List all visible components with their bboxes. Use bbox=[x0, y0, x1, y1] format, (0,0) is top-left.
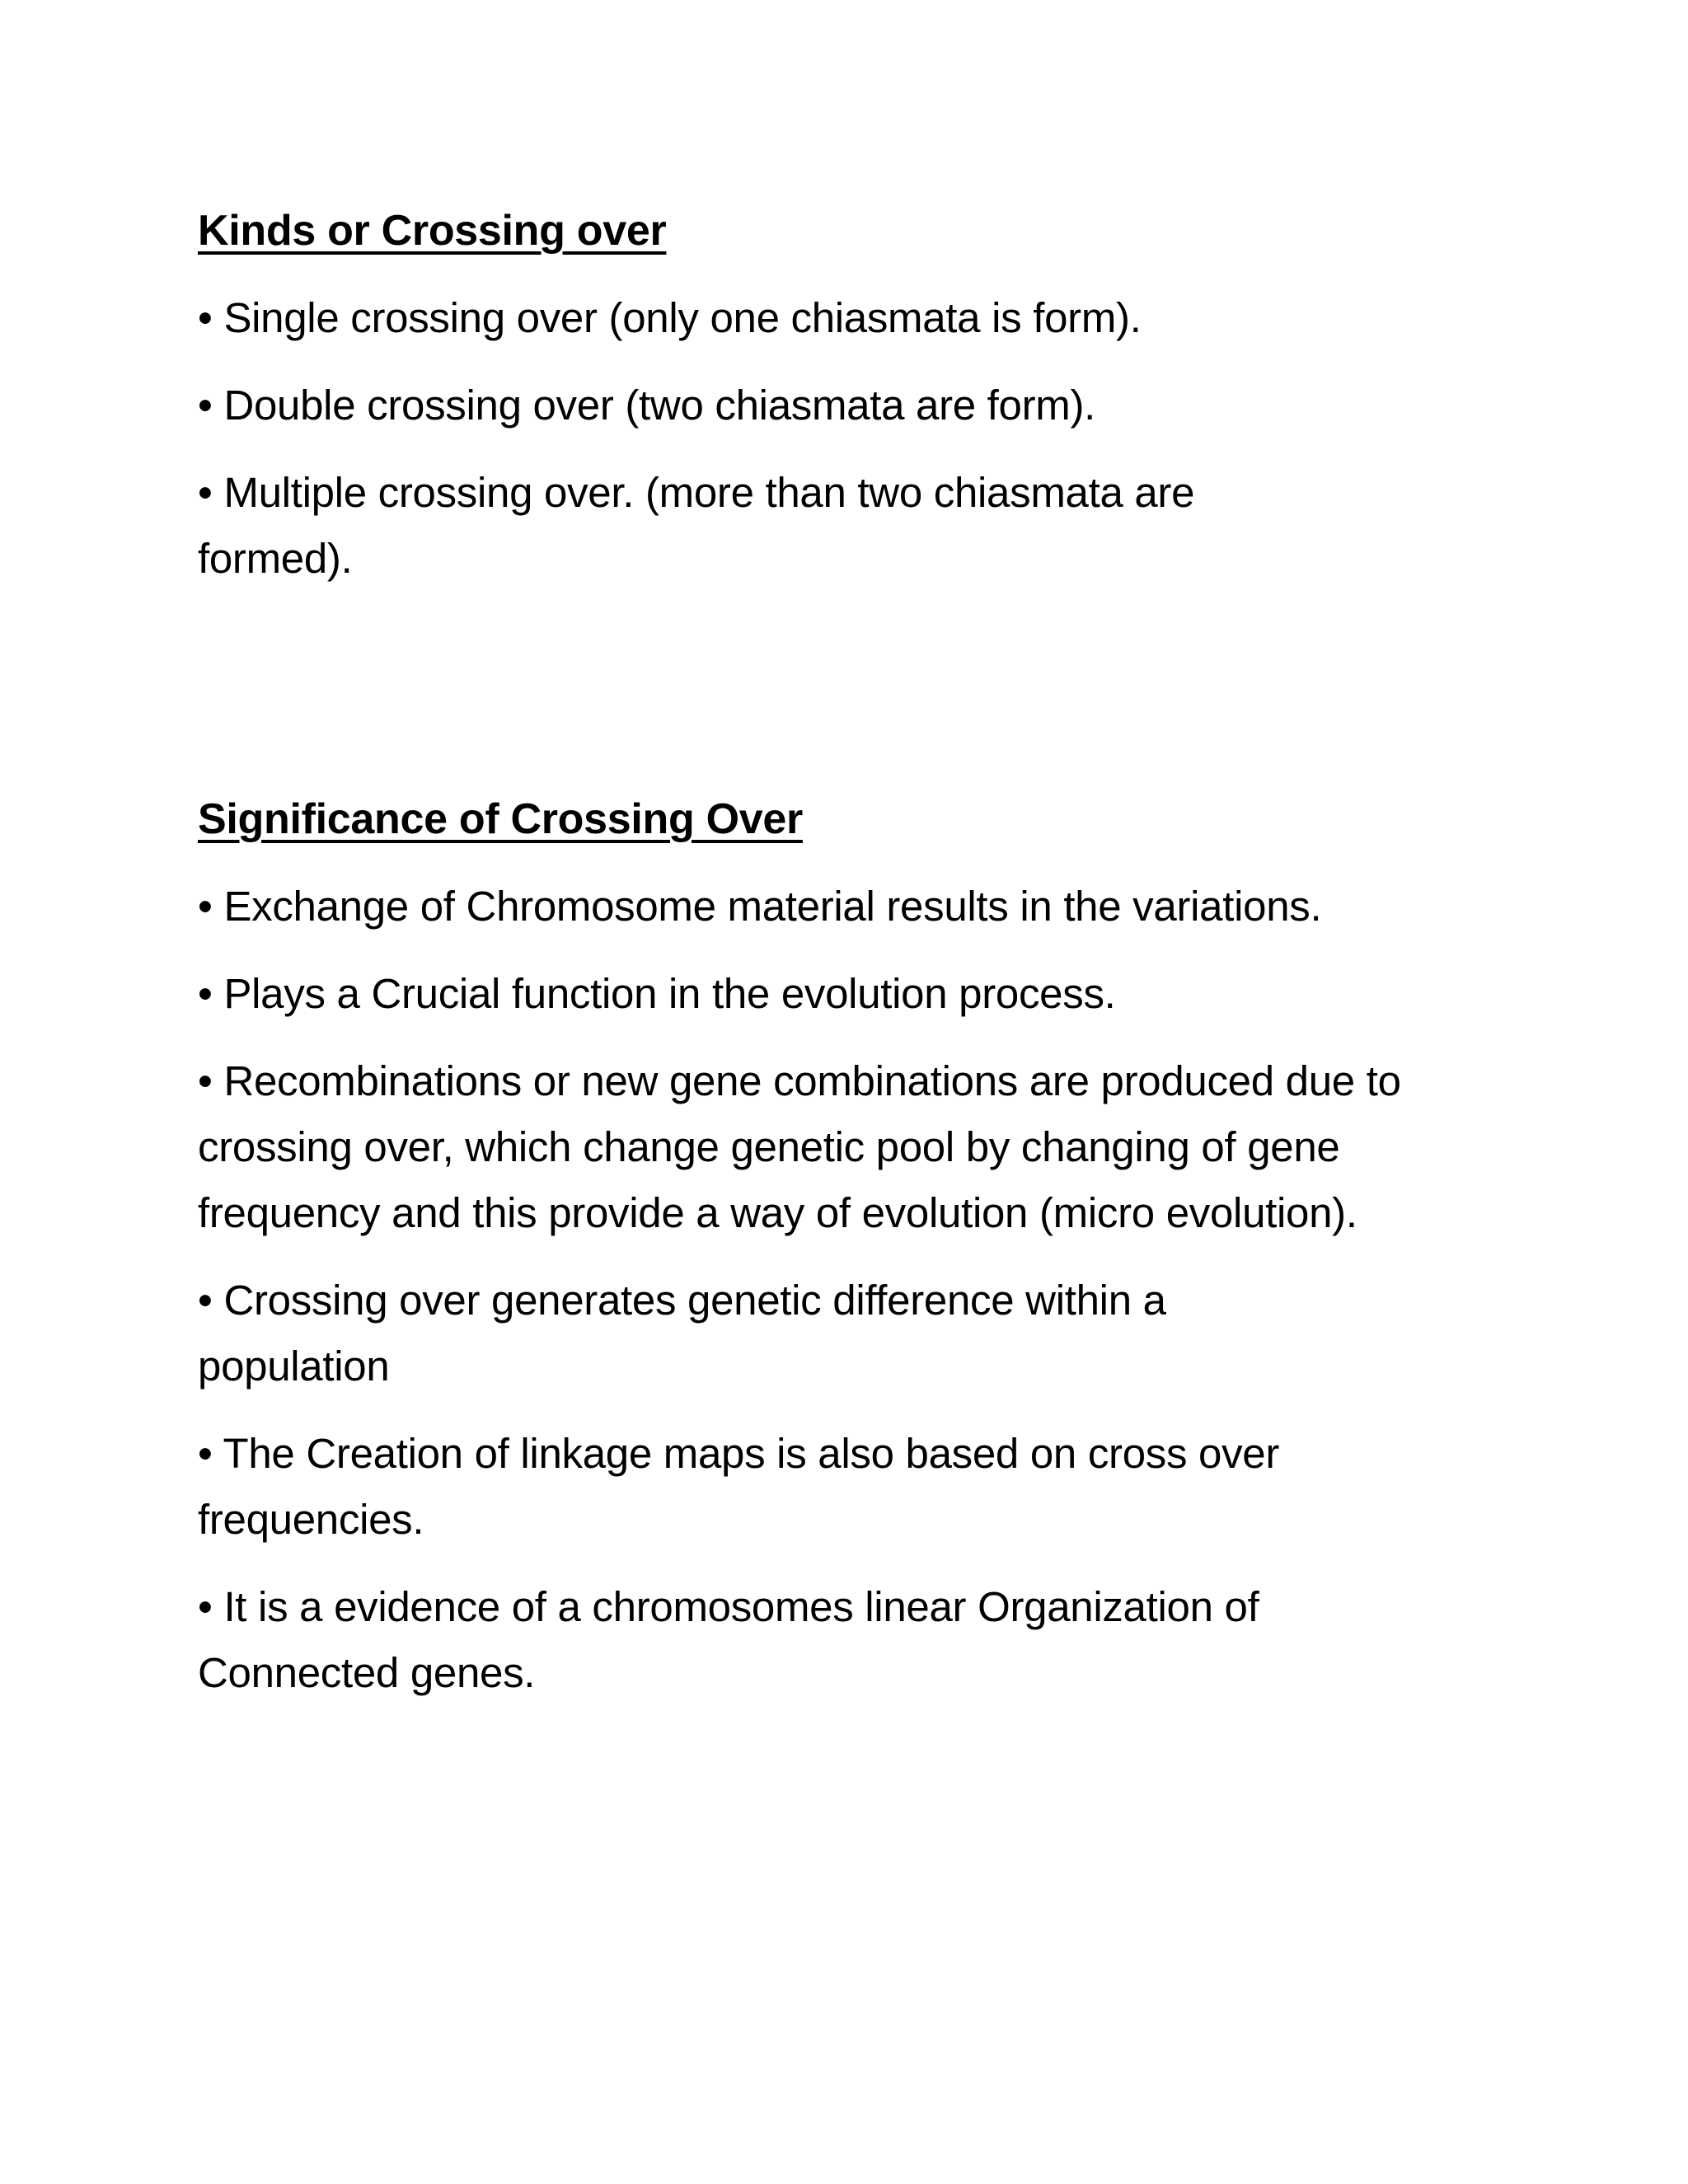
bullet-list bbox=[198, 285, 1517, 592]
section-significance-of-crossing-over bbox=[198, 786, 1517, 1706]
list-item bbox=[198, 285, 1335, 351]
bullet-icon: • bbox=[198, 883, 213, 930]
section-heading: Kinds or Crossing over bbox=[198, 207, 667, 255]
bullet-icon: • bbox=[198, 970, 213, 1017]
document-body bbox=[198, 198, 1517, 1706]
list-item bbox=[198, 961, 1517, 1027]
section-kinds-of-crossing-over bbox=[198, 198, 1517, 592]
list-item-text: Plays a Crucial function in the evolution process. bbox=[223, 970, 1116, 1017]
bullet-list bbox=[198, 874, 1517, 1706]
bullet-icon: • bbox=[198, 1583, 213, 1630]
list-item-text: Multiple crossing over. (more than two chiasmata are formed). bbox=[198, 469, 1195, 582]
bullet-icon: • bbox=[198, 1277, 213, 1324]
list-item-text: Crossing over generates genetic difference within a population bbox=[198, 1277, 1166, 1390]
section-heading: Significance of Crossing Over bbox=[198, 795, 803, 843]
list-item-text: Exchange of Chromosome material results in the variations. bbox=[223, 883, 1322, 930]
list-item bbox=[198, 1268, 1319, 1399]
list-item-text: Double crossing over (two chiasmata are form). bbox=[223, 382, 1096, 429]
list-item bbox=[198, 373, 1335, 438]
list-item-text: It is a evidence of a chromosomes linear Organization of Connected genes. bbox=[198, 1583, 1259, 1696]
bullet-icon: • bbox=[198, 1430, 213, 1477]
list-item bbox=[198, 1421, 1385, 1553]
list-item-text: Single crossing over (only one chiasmata is form). bbox=[223, 294, 1142, 341]
bullet-icon: • bbox=[198, 382, 213, 429]
list-item bbox=[198, 1574, 1385, 1706]
list-item bbox=[198, 874, 1517, 940]
list-item bbox=[198, 460, 1335, 592]
list-item-text: The Creation of linkage maps is also based on cross over frequencies. bbox=[198, 1430, 1280, 1543]
bullet-icon: • bbox=[198, 469, 213, 516]
list-item-text: Recombinations or new gene combinations are produced due to crossing over, which change genetic pool by changing of gene frequency and this provide a way of evolution (micro evolution). bbox=[198, 1057, 1401, 1236]
bullet-icon: • bbox=[198, 294, 213, 341]
list-item bbox=[198, 1048, 1517, 1246]
bullet-icon: • bbox=[198, 1057, 213, 1104]
